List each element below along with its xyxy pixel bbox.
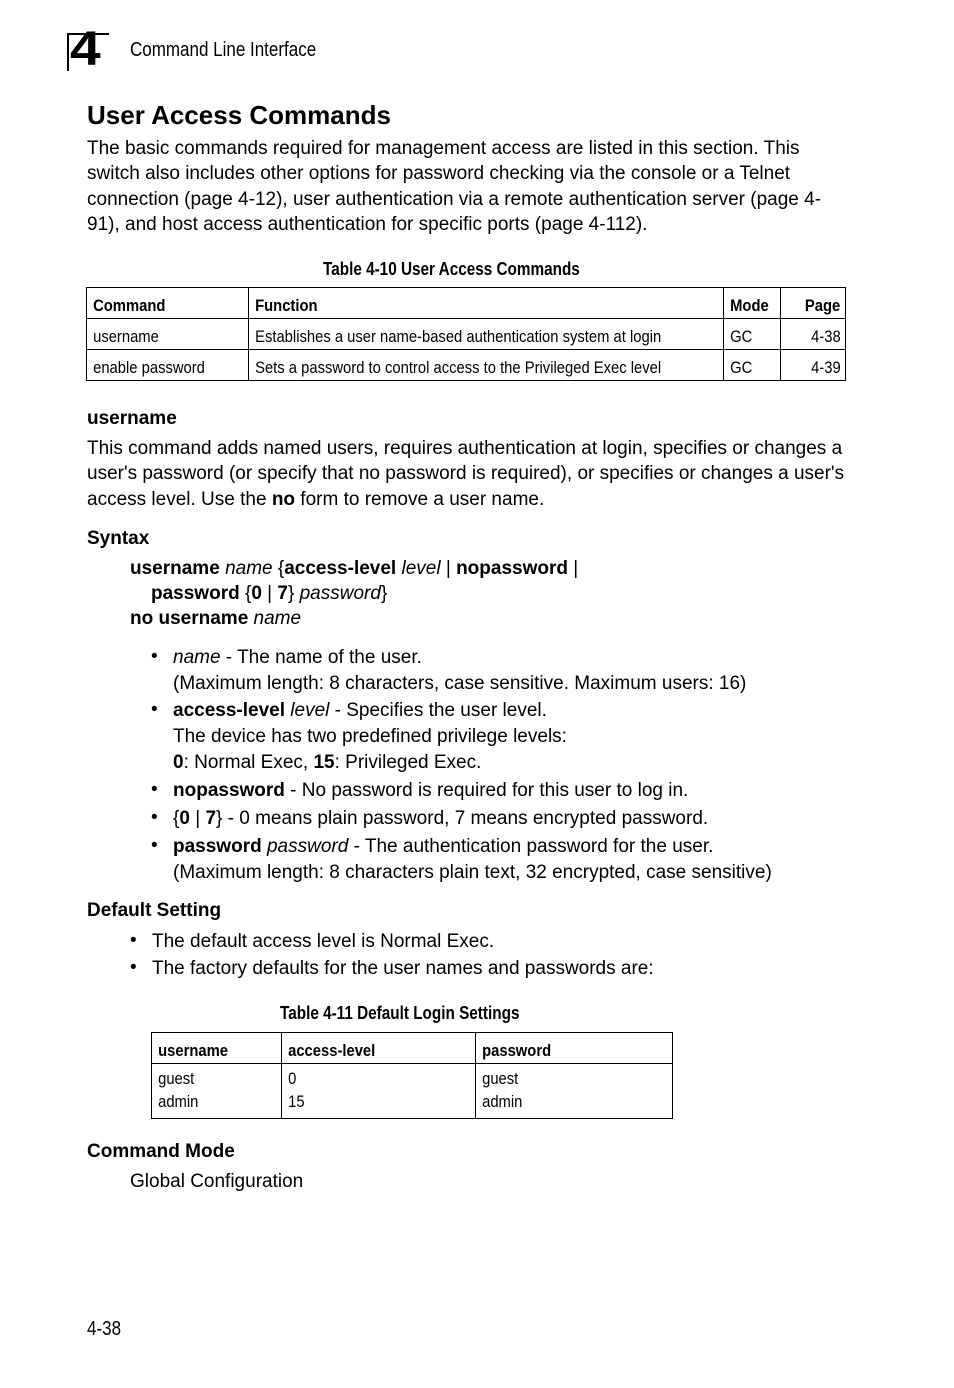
syntax-line-2: password {0 | 7} password} [151, 583, 388, 604]
table1-cell: username [87, 319, 249, 350]
page-number: 4-38 [87, 1318, 122, 1340]
param-name: name - The name of the user. (Maximum length: 8 characters, case sensitive. Maximum users: 16) [173, 647, 747, 694]
table1-header-function: Function [249, 288, 724, 319]
table-row [87, 319, 846, 350]
table1-header-command: Command [87, 288, 249, 319]
user-access-commands-table [86, 287, 846, 381]
table1-header-row [87, 288, 846, 319]
table1-cell: GC [724, 350, 781, 381]
param-password: password password - The authentication password for the user. (Maximum length: 8 characters plain text, 32 encrypted, case sensitive) [173, 836, 772, 883]
table2-header-username: username [152, 1033, 282, 1064]
bullet: • [151, 646, 158, 667]
table1-cell: 4-38 [781, 319, 846, 350]
table1-cell: GC [724, 319, 781, 350]
command-name-heading: username [87, 408, 177, 429]
bullet: • [151, 835, 158, 856]
table2-header-access-level: access-level [281, 1033, 476, 1064]
table-row [152, 1064, 673, 1119]
table1-cell: enable password [87, 350, 249, 381]
bullet: • [151, 699, 158, 720]
syntax-line-1: username name {access-level level | nopassword | [130, 558, 579, 579]
table2-header-password: password [476, 1033, 673, 1064]
table2-cell-levels: 0 15 [281, 1064, 476, 1119]
bullet: • [151, 807, 158, 828]
bullet: • [130, 957, 137, 978]
table-row [87, 350, 846, 381]
command-description: This command adds named users, requires authentication at login, specifies or changes a user's password (or specify that no password is required), or specifies or changes a user's access level. Use the no form to remove a user name. [87, 438, 845, 510]
command-mode-value: Global Configuration [130, 1171, 304, 1192]
chapter-number: 4 [70, 23, 101, 76]
section-title: User Access Commands [87, 100, 391, 130]
table2-cell-passwords: guest admin [476, 1064, 673, 1119]
section-intro: The basic commands required for management access are listed in this section. This switch also includes other options for password checking via the console or a Telnet connection (page 4-12), user authentication via a remote authentication server (page 4-91), and host access authentication for specific ports (page 4-112). [87, 138, 822, 235]
table2-caption: Table 4-11 Default Login Settings [280, 1003, 520, 1023]
table1-header-mode: Mode [724, 288, 781, 319]
command-mode-heading: Command Mode [87, 1141, 235, 1162]
syntax-line-3: no username name [130, 608, 302, 629]
default-item: The factory defaults for the user names and passwords are: [152, 958, 654, 979]
table1-cell: Establishes a user name-based authentication system at login [249, 319, 724, 350]
syntax-heading: Syntax [87, 528, 150, 549]
param-nopassword: nopassword - No password is required for this user to log in. [173, 780, 689, 801]
table1-cell: Sets a password to control access to the Privileged Exec level [249, 350, 724, 381]
param-access-level: access-level level - Specifies the user level. The device has two predefined privilege levels: 0: Normal Exec, 15: Privileged Exec. [173, 700, 567, 773]
table2-header-row [152, 1033, 673, 1064]
table1-cell: 4-39 [781, 350, 846, 381]
bullet: • [130, 930, 137, 951]
default-setting-heading: Default Setting [87, 900, 222, 921]
default-item: The default access level is Normal Exec. [152, 931, 495, 952]
bullet: • [151, 779, 158, 800]
default-login-settings-table [151, 1032, 673, 1119]
param-encryption: {0 | 7} - 0 means plain password, 7 means encrypted password. [173, 808, 709, 829]
chapter-title: Command Line Interface [130, 39, 317, 61]
table2-cell-usernames: guest admin [152, 1064, 282, 1119]
table1-caption: Table 4-10 User Access Commands [323, 259, 580, 279]
table1-header-page: Page [781, 288, 846, 319]
